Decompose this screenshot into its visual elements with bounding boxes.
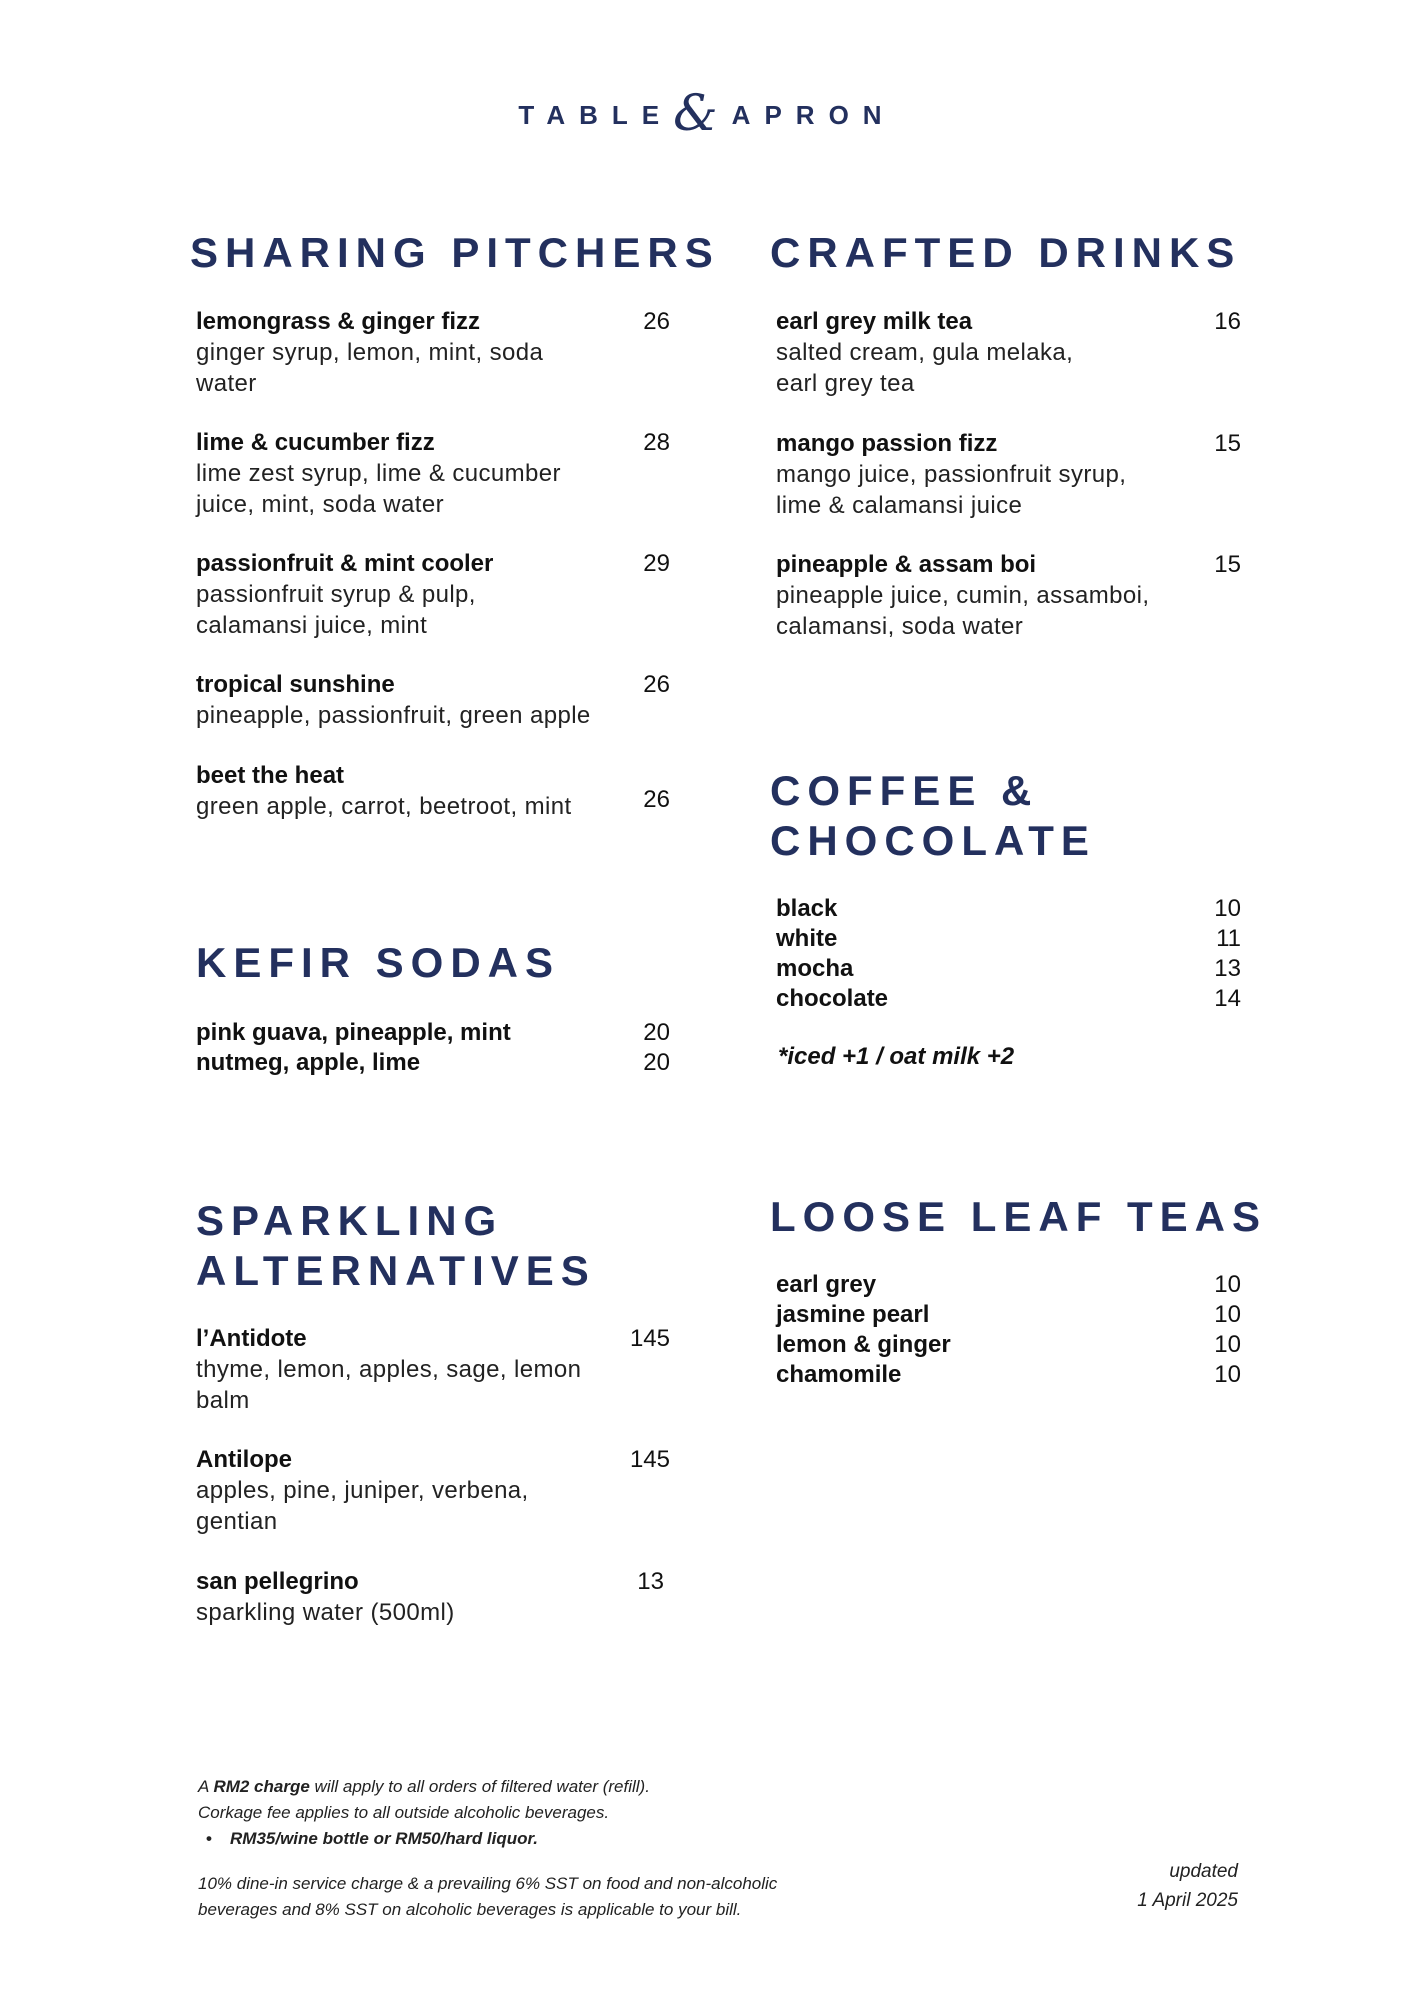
section-title-line: CHOCOLATE (770, 817, 1096, 864)
item-name: san pellegrino (196, 1568, 359, 1595)
item-description: salted cream, gula melaka, earl grey tea (776, 339, 1074, 397)
section-title-loose-leaf-teas: LOOSE LEAF TEAS (770, 1193, 1268, 1240)
menu-item (776, 549, 1241, 642)
item-price: 10 (1214, 1271, 1241, 1298)
item-price: 145 (629, 1446, 670, 1473)
item-name: tropical sunshine (196, 671, 395, 698)
item-name: earl grey milk tea (776, 308, 973, 335)
loose-leaf-teas-list (776, 1270, 1241, 1390)
item-price: 15 (1214, 551, 1241, 578)
list-item (776, 1330, 1241, 1360)
item-name: earl grey (776, 1271, 877, 1298)
item-name: chamomile (776, 1361, 902, 1388)
item-price: 10 (1214, 1331, 1241, 1358)
footer-notes (198, 1774, 898, 1852)
item-price: 13 (1214, 955, 1241, 982)
updated-stamp (1137, 1857, 1238, 1915)
item-name: lemon & ginger (776, 1331, 951, 1358)
item-price: 145 (629, 1325, 670, 1352)
corkage-bullet: • RM35/wine bottle or RM50/hard liquor. (198, 1826, 898, 1852)
section-title-line: SPARKLING (196, 1197, 504, 1244)
item-price: 20 (643, 1049, 670, 1076)
menu-item (196, 306, 670, 399)
item-price: 15 (1214, 430, 1241, 457)
item-description: pineapple, passionfruit, green apple (196, 702, 591, 729)
brand-logo (0, 84, 1414, 142)
item-name: nutmeg, apple, lime (196, 1049, 421, 1076)
item-name: lemongrass & ginger fizz (196, 308, 481, 335)
kefir-sodas-list (196, 1018, 670, 1078)
item-description: lime zest syrup, lime & cucumber juice, mint, soda water (196, 460, 561, 518)
item-price: 16 (1214, 308, 1241, 335)
coffee-note: *iced +1 / oat milk +2 (778, 1043, 1015, 1070)
corkage-note: Corkage fee applies to all outside alcoholic beverages. (198, 1803, 610, 1822)
section-title-crafted-drinks: CRAFTED DRINKS (770, 229, 1242, 276)
item-description: pineapple juice, cumin, assamboi, calamansi, soda water (776, 582, 1150, 640)
item-price: 10 (1214, 895, 1241, 922)
item-price: 10 (1214, 1361, 1241, 1388)
list-item (776, 1360, 1241, 1390)
list-item (776, 924, 1241, 954)
section-title-line: ALTERNATIVES (196, 1247, 596, 1294)
section-title-kefir-sodas: KEFIR SODAS (196, 939, 561, 986)
item-name: mango passion fizz (776, 430, 998, 457)
item-price: 13 (637, 1568, 664, 1595)
section-title-sharing-pitchers: SHARING PITCHERS (190, 229, 720, 276)
item-name: white (776, 925, 838, 952)
item-price: 20 (643, 1019, 670, 1046)
menu-item (196, 548, 670, 641)
updated-date: 1 April 2025 (1137, 1890, 1238, 1911)
list-item (196, 1048, 670, 1078)
water-charge-note (198, 1774, 898, 1800)
item-name: jasmine pearl (776, 1301, 930, 1328)
menu-item (776, 428, 1241, 521)
item-name: pink guava, pineapple, mint (196, 1019, 511, 1046)
item-name: Antilope (196, 1446, 292, 1473)
item-description: sparkling water (500ml) (196, 1599, 455, 1626)
updated-label: updated (1169, 1861, 1238, 1882)
list-item (776, 894, 1241, 924)
menu-item (196, 1444, 670, 1537)
menu-item (196, 427, 670, 520)
item-price: 10 (1214, 1301, 1241, 1328)
item-description: apples, pine, juniper, verbena, gentian (196, 1477, 529, 1535)
item-description: ginger syrup, lemon, mint, soda water (196, 339, 544, 397)
menu-item (776, 306, 1241, 399)
item-name: lime & cucumber fizz (196, 429, 435, 456)
item-name: chocolate (776, 985, 889, 1012)
item-price: 29 (643, 550, 670, 577)
water-charge-amount: RM2 charge (213, 1777, 310, 1796)
item-price: 28 (643, 429, 670, 456)
item-name: passionfruit & mint cooler (196, 550, 494, 577)
item-name: beet the heat (196, 762, 345, 789)
list-item (776, 984, 1241, 1014)
service-line: beverages and 8% SST on alcoholic beverages is applicable to your bill. (198, 1900, 742, 1919)
water-suffix: will apply to all orders of filtered water (refill). (309, 1777, 650, 1796)
service-line: 10% dine-in service charge & a prevailing 6% SST on food and non-alcoholic (198, 1874, 778, 1893)
menu-item (196, 1323, 670, 1416)
item-price: 26 (643, 671, 670, 698)
item-description: mango juice, passionfruit syrup, lime & calamansi juice (776, 461, 1127, 519)
menu-item (196, 669, 670, 731)
item-description: thyme, lemon, apples, sage, lemon balm (196, 1356, 582, 1414)
item-description: green apple, carrot, beetroot, mint (196, 793, 572, 820)
item-price: 26 (643, 786, 670, 813)
list-item (776, 1300, 1241, 1330)
section-title-coffee-chocolate (770, 766, 1096, 866)
brand-ampersand: & (673, 84, 718, 142)
item-price: 26 (643, 308, 670, 335)
section-title-sparkling-alternatives (196, 1196, 596, 1296)
water-prefix: A (198, 1777, 214, 1796)
list-item (196, 1018, 670, 1048)
item-description: passionfruit syrup & pulp, calamansi juice, mint (196, 581, 476, 639)
section-title-line: COFFEE & (770, 767, 1039, 814)
item-price: 14 (1214, 985, 1241, 1012)
item-name: l’Antidote (196, 1325, 307, 1352)
item-price: 11 (1216, 925, 1241, 952)
list-item (776, 954, 1241, 984)
item-name: black (776, 895, 838, 922)
menu-item (196, 1566, 670, 1628)
item-name: mocha (776, 955, 854, 982)
menu-item (196, 760, 670, 822)
item-name: pineapple & assam boi (776, 551, 1037, 578)
brand-right: APRON (731, 99, 896, 130)
service-charge-note (198, 1871, 898, 1923)
coffee-chocolate-list (776, 894, 1241, 1014)
brand-left: TABLE (518, 99, 674, 130)
list-item (776, 1270, 1241, 1300)
